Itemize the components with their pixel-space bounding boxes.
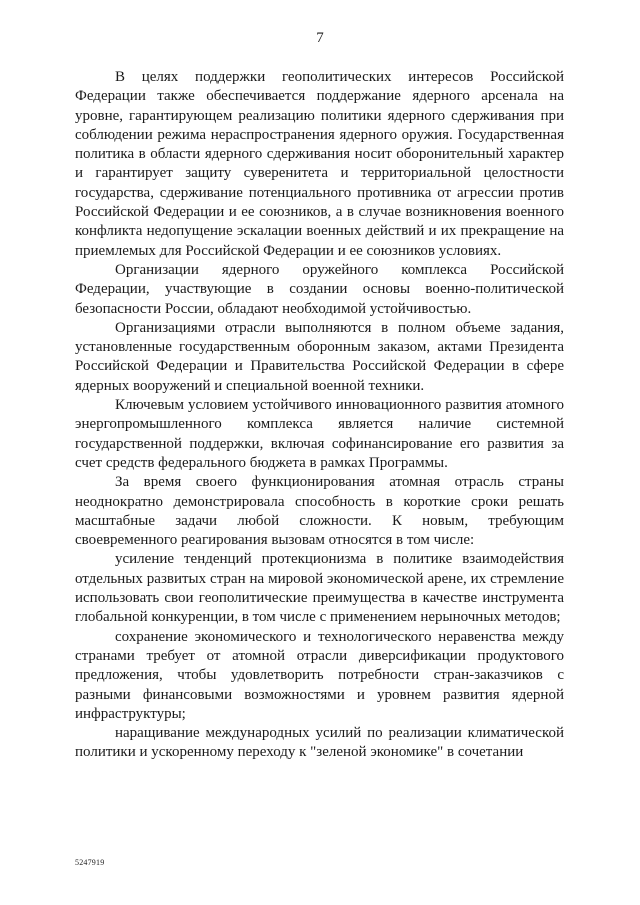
paragraph-climate-policy: наращивание международных усилий по реализации климатической политики и ускоренному переходу к "зеленой экономике" в сочетании xyxy=(75,725,564,761)
paragraph-nuclear-deterrence: В целях поддержки геополитических интересов Российской Федерации также обеспечивается поддержание ядерного арсенала на уровне, гарантирующем реализацию политики ядерного сдерживания при соблюдении режима нераспространения ядерного оружия. Государственная политика в области ядерного сдерживания носит оборонительный характер и гарантирует защиту суверенитета и территориальной целостности государства, сдерживание потенциального противника от агрессии против Российской Федерации и ее союзников, а в случае возникновения военного конфликта недопущение эскалации военных действий и их прекращение на приемлемых для Российской Федерации и ее союзников условиях. xyxy=(75,69,564,259)
paragraph-defense-order: Организациями отрасли выполняются в полном объеме задания, установленные государственным оборонным заказом, актами Президента Российской Федерации и Правительства Российской Федерации в сфере ядерных вооружений и специальной военной техники. xyxy=(75,319,564,394)
paragraph-inequality: сохранение экономического и технологического неравенства между странами требует от атомной отрасли диверсификации продуктового предложения, чтобы удовлетворить потребности стран-заказчиков с разными финансовыми возможностями и уровнем развития ядерной инфраструктуры; xyxy=(75,628,564,722)
page-number: 7 xyxy=(316,30,324,46)
paragraph-state-support: Ключевым условием устойчивого инновационного развития атомного энергопромышленного комплекса является наличие системной государственной поддержки, включая софинансирование его развития за счет средств федерального бюджета в рамках Программы. xyxy=(75,397,564,471)
paragraph-weapons-complex: Организации ядерного оружейного комплекса Российской Федерации, участвующие в создании основы военно-политической безопасности России, обладают необходимой устойчивостью. xyxy=(75,261,564,317)
document-body xyxy=(75,68,564,763)
paragraph-challenges-intro: За время своего функционирования атомная отрасль страны неоднократно демонстрировала способность в короткие сроки решать масштабные задачи любой сложности. К новым, требующим своевременного реагирования вызовам относятся в том числе: xyxy=(75,474,564,549)
paragraph-protectionism: усиление тенденций протекционизма в политике взаимодействия отдельных развитых стран на мировой экономической арене, их стремление использовать свои геополитические преимущества в качестве инструмента глобальной конкуренции, в том числе с применением нерыночных методов; xyxy=(75,551,564,626)
document-code: 5247919 xyxy=(75,858,105,867)
